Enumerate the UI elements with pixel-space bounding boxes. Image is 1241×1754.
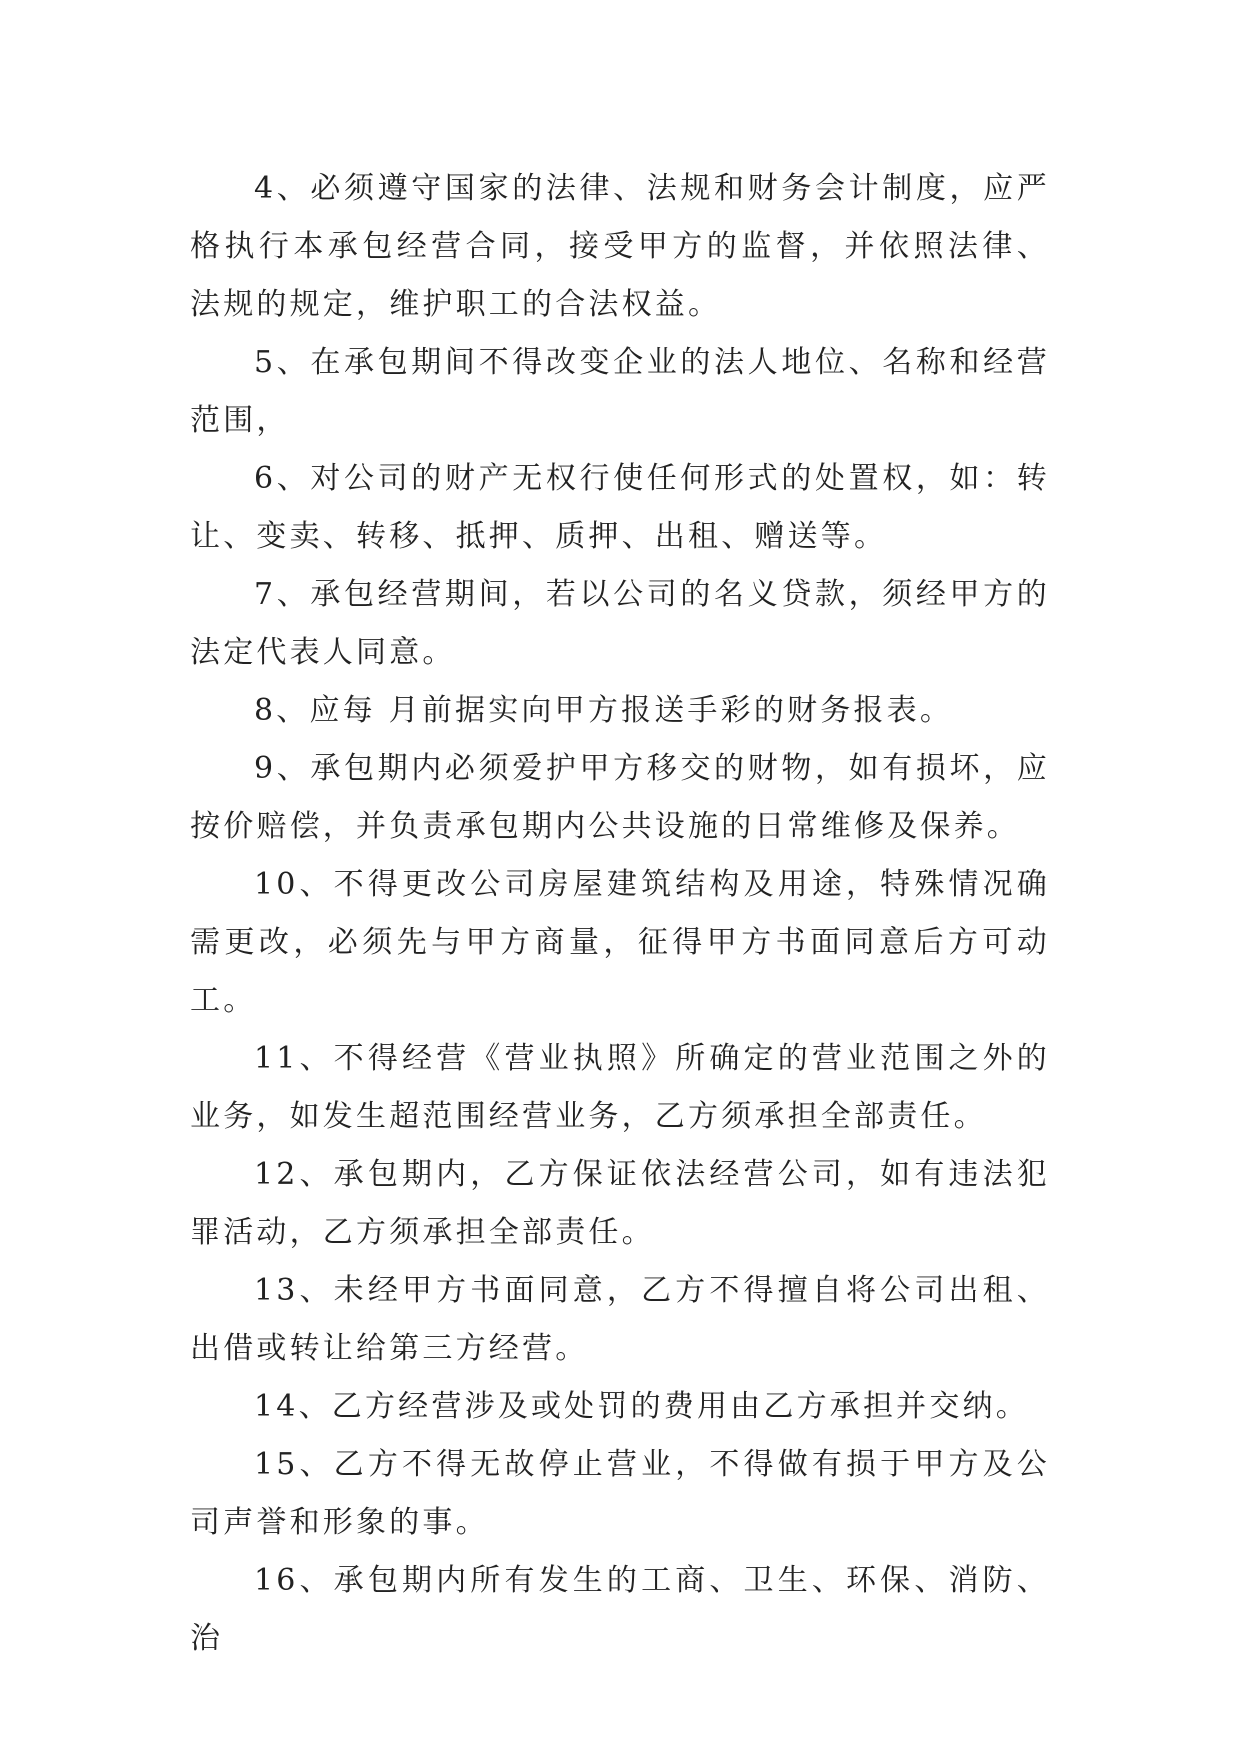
clause-16: 16、承包期内所有发生的工商、卫生、环保、消防、治 <box>190 1563 1050 1656</box>
clause-8: 8、应每 月前据实向甲方报送手彩的财务报表。 <box>254 693 954 728</box>
clause-4: 4、必须遵守国家的法律、法规和财务会计制度，应严格执行本承包经营合同，接受甲方的监督，并依照法律、法规的规定，维护职工的合法权益。 <box>190 171 1050 322</box>
clause-9: 9、承包期内必须爱护甲方移交的财物，如有损坏，应按价赔偿，并负责承包期内公共设施的日常维修及保养。 <box>190 751 1050 844</box>
clause-7: 7、承包经营期间，若以公司的名义贷款，须经甲方的法定代表人同意。 <box>190 577 1050 670</box>
clause-11: 11、不得经营《营业执照》所确定的营业范围之外的业务，如发生超范围经营业务，乙方须承担全部责任。 <box>190 1041 1050 1134</box>
document-page <box>190 160 1050 1668</box>
clause-10: 10、不得更改公司房屋建筑结构及用途，特殊情况确需更改，必须先与甲方商量，征得甲方书面同意后方可动工。 <box>190 867 1050 1018</box>
clause-6: 6、对公司的财产无权行使任何形式的处置权，如：转让、变卖、转移、抵押、质押、出租、赠送等。 <box>190 461 1050 554</box>
clause-13: 13、未经甲方书面同意，乙方不得擅自将公司出租、出借或转让给第三方经营。 <box>190 1273 1050 1366</box>
clause-12: 12、承包期内，乙方保证依法经营公司，如有违法犯罪活动，乙方须承担全部责任。 <box>190 1157 1050 1250</box>
clause-14: 14、乙方经营涉及或处罚的费用由乙方承担并交纳。 <box>254 1389 1029 1424</box>
clause-15: 15、乙方不得无故停止营业，不得做有损于甲方及公司声誉和形象的事。 <box>190 1447 1050 1540</box>
clause-5: 5、在承包期间不得改变企业的法人地位、名称和经营范围， <box>190 345 1050 438</box>
